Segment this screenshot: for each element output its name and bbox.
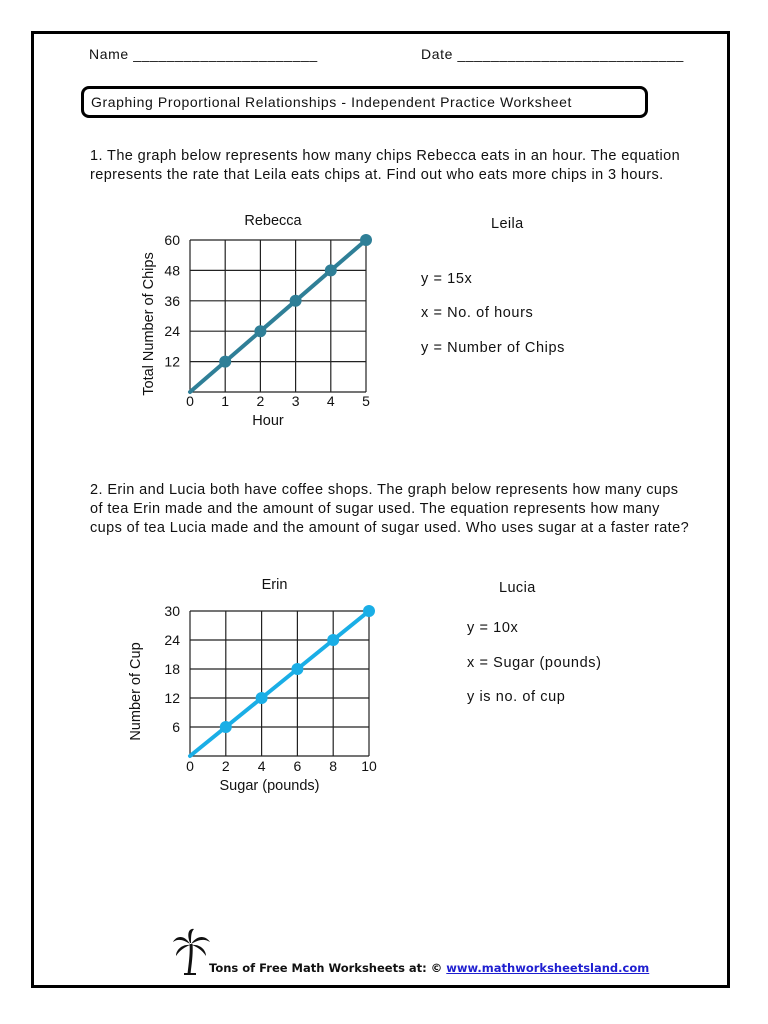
- footer-text: [209, 961, 649, 975]
- chart-2-y-tick-label: 30: [164, 603, 180, 619]
- chart-2-data-point: [220, 721, 232, 733]
- chart-1-series-line: [190, 240, 366, 392]
- question-1-text: 1. The graph below represents how many chips Rebecca eats in an hour. The equation represents the rate that Leila eats chips at. Find out who eats more chips in 3 hours.: [90, 148, 681, 183]
- chart-2-data-point: [327, 634, 339, 646]
- chart-1-y-tick-label: 60: [164, 232, 180, 248]
- leila-equation-line: y = 15x: [421, 271, 473, 287]
- question-2-text: 2. Erin and Lucia both have coffee shops. The graph below represents how many cups of tea Erin made and the amount of sugar used. The equation represents how many cups of tea Lucia made and the amount of sugar used. Who uses sugar at a faster rate?: [90, 482, 690, 536]
- lucia-equation-line: x = Sugar (pounds): [467, 655, 602, 671]
- chart-2-x-tick-label: 6: [293, 758, 302, 774]
- chart-1-title: Rebecca: [244, 213, 302, 229]
- date-field-label: Date ___________________________: [421, 46, 684, 62]
- chart-1-y-tick-label: 36: [164, 292, 180, 309]
- chart-1-x-tick-label: 3: [291, 393, 300, 409]
- footer: [172, 928, 650, 978]
- chart-1-x-tick-label: 4: [326, 393, 335, 409]
- chart-2-y-tick-label: 18: [164, 661, 180, 677]
- footer-caption: Tons of Free Math Worksheets at: ©: [209, 961, 447, 975]
- lucia-equation-line: y = 10x: [467, 620, 519, 636]
- chart-2-x-tick-label: 2: [221, 758, 230, 774]
- name-field-label: Name ______________________: [89, 46, 318, 62]
- chart-1-x-tick-label: 5: [362, 393, 370, 409]
- footer-link[interactable]: www.mathworksheetsland.com: [446, 961, 650, 975]
- chart-2-x-tick-label: 8: [329, 758, 338, 774]
- chart-1-data-point: [290, 295, 302, 307]
- chart-1-x-tick-label: 2: [256, 393, 265, 409]
- chart-1-data-point: [254, 325, 266, 337]
- chart-2-x-tick-label: 0: [186, 758, 194, 774]
- chart-1-y-tick-label: 48: [164, 262, 180, 279]
- palm-tree-icon: [172, 928, 212, 978]
- worksheet-title: Graphing Proportional Relationships - Independent Practice Worksheet: [81, 86, 648, 118]
- lucia-equation-line: y is no. of cup: [467, 689, 566, 705]
- chart-2-x-tick-label: 4: [257, 758, 266, 774]
- chart-1-x-axis-label: Hour: [252, 413, 284, 429]
- chart-1-x-tick-label: 0: [186, 393, 194, 409]
- chart-1-x-tick-label: 1: [221, 393, 230, 409]
- chart-1-data-point: [219, 356, 231, 368]
- lucia-title: Lucia: [499, 580, 536, 596]
- chart-1-data-point: [325, 264, 337, 276]
- chart-2-x-axis-label: Sugar (pounds): [219, 778, 320, 794]
- leila-equation-line: x = No. of hours: [421, 305, 534, 321]
- leila-equation-line: y = Number of Chips: [421, 340, 565, 356]
- leila-title: Leila: [491, 216, 524, 232]
- chart-2-title: Erin: [261, 577, 288, 593]
- chart-2-y-axis-label: Number of Cup: [128, 642, 144, 741]
- chart-2-data-point: [256, 692, 268, 704]
- chart-1-y-tick-label: 12: [164, 353, 180, 370]
- chart-2-series-line: [190, 611, 369, 756]
- chart-2-y-tick-label: 24: [164, 632, 180, 648]
- chart-1-y-tick-label: 24: [164, 323, 180, 340]
- chart-2-x-tick-label: 10: [361, 758, 377, 774]
- chart-1-data-point: [360, 234, 372, 246]
- chart-2-y-tick-label: 12: [164, 690, 180, 706]
- chart-2-data-point: [363, 605, 375, 617]
- chart-1-y-axis-label: Total Number of Chips: [141, 252, 157, 396]
- chart-2-y-tick-label: 6: [172, 719, 180, 735]
- chart-2-data-point: [291, 663, 303, 675]
